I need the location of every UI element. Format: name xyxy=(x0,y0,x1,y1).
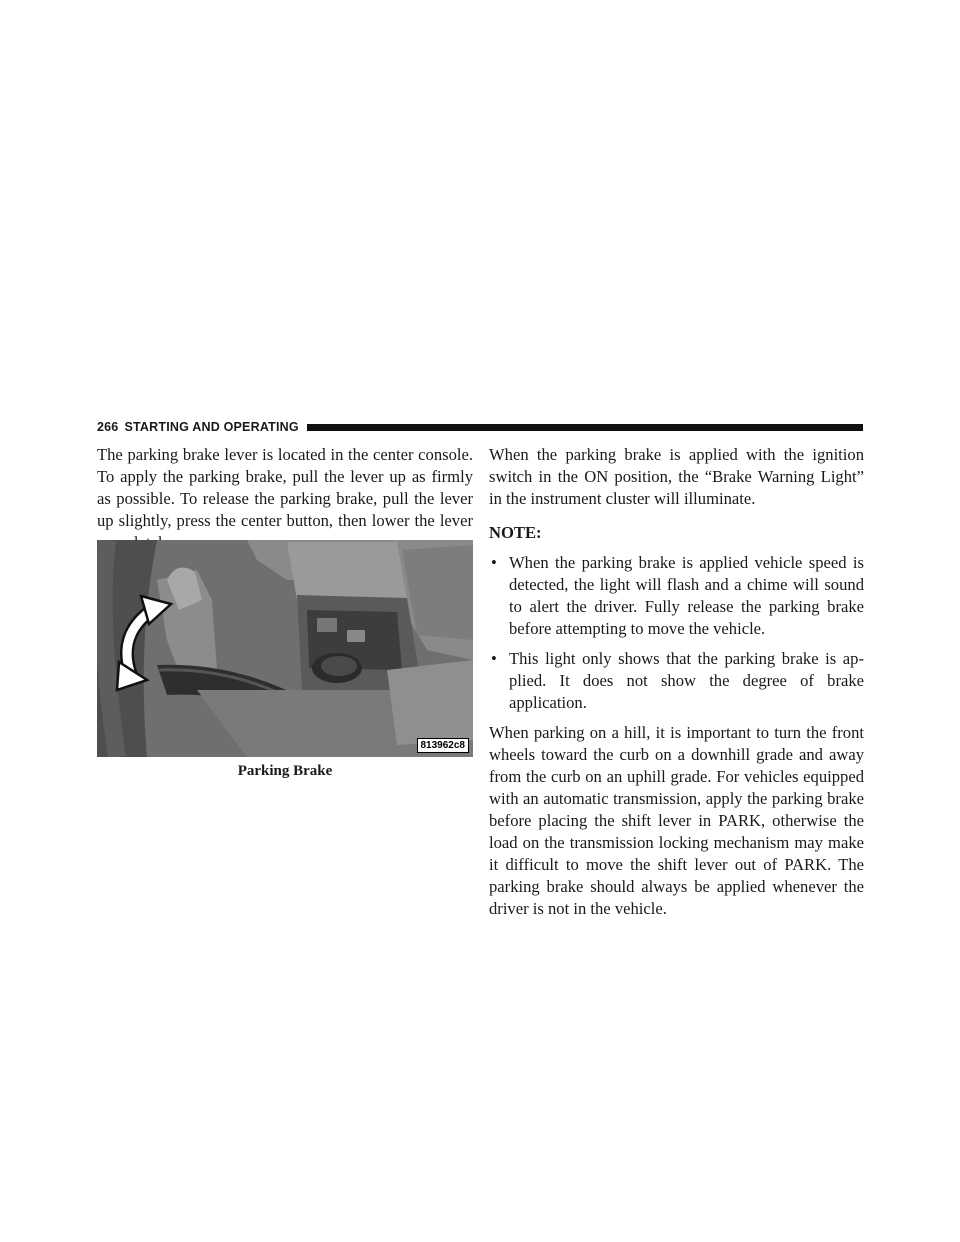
intro-paragraph: The parking brake lever is located in the center console. To apply the parking brake, pull the lever up as firmly as possible. To release the parking brake, pull the lever up slightly, press the center button, then lower the lever xyxy=(97,445,473,530)
note-label: NOTE: xyxy=(489,523,542,542)
hill-parking-paragraph: When parking on a hill, it is important to turn the front wheels toward the curb on a downhill grade and away from the curb on an uphill grade. For vehicles equipped with an automatic transmission, apply the parking brake before placing the shift lever in PARK, otherwise the load on the transmission locking mechanism may make it difficult to move the shift lever out of PARK. The parking brake should always be applied whenever the driver is not in the vehicle. xyxy=(489,723,864,918)
page-header xyxy=(97,419,863,435)
bullet-text: This light only shows that the parking brake is ap- plied. It does not show the degree of brake application. xyxy=(509,649,864,712)
list-item xyxy=(489,648,864,714)
right-column xyxy=(489,444,864,920)
left-column xyxy=(97,444,473,554)
bullet-icon: • xyxy=(491,649,497,668)
header-rule xyxy=(307,424,863,431)
list-item xyxy=(489,552,864,640)
bullet-icon: • xyxy=(491,553,497,572)
section-title: STARTING AND OPERATING xyxy=(124,420,299,434)
page-number: 266 xyxy=(97,420,119,434)
brake-warning-paragraph: When the parking brake is applied with the ignition switch in the ON position, the “Brake Warning Light” in the instrument cluster will illuminate. xyxy=(489,445,864,508)
note-bullets xyxy=(489,552,864,714)
parking-brake-figure xyxy=(97,540,473,757)
figure-caption: Parking Brake xyxy=(237,763,333,779)
figure-code: 813962c8 xyxy=(417,738,470,753)
parking-brake-illustration xyxy=(97,540,473,757)
bullet-text: When the parking brake is applied vehicle speed is detected, the light will flash and a chime will sound to alert the driver. Fully release the parking brake before attempting to move the vehicle. xyxy=(509,553,864,638)
